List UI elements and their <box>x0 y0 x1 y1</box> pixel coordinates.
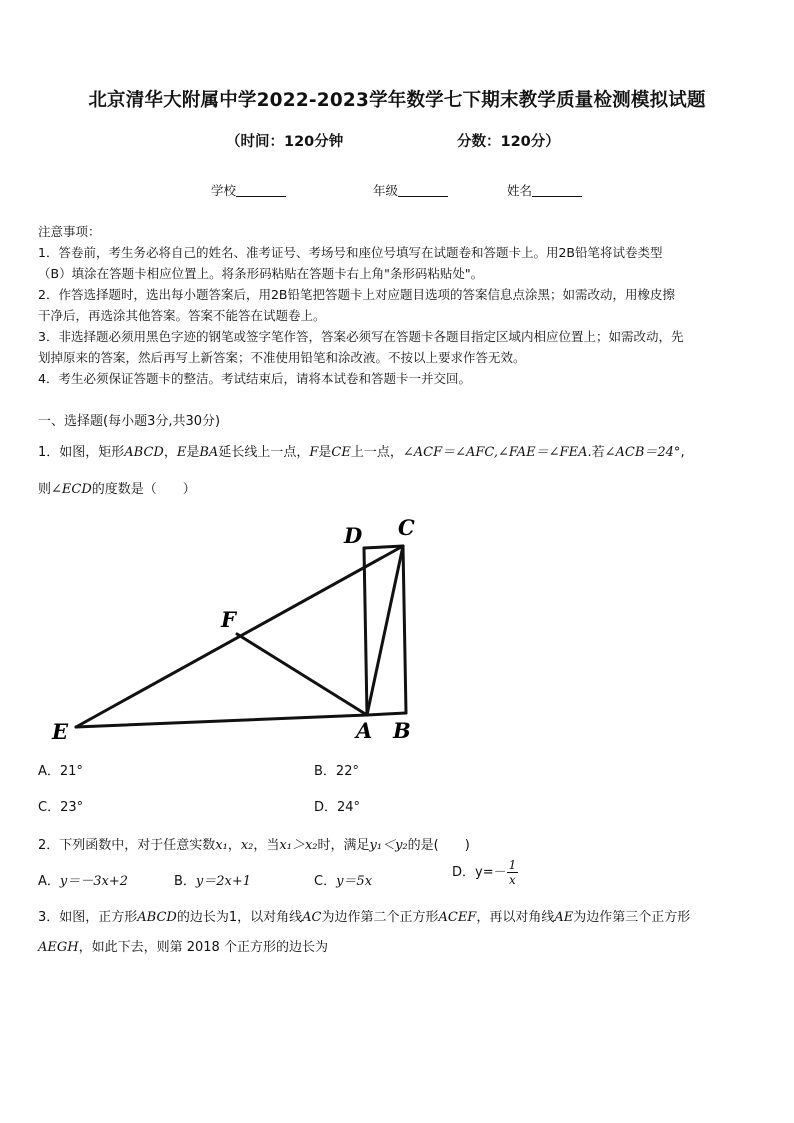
q1-math: ∠ACB＝24° <box>604 445 681 460</box>
q3-math: AEGH <box>38 940 79 955</box>
q3-text: 为边作第二个正方形 <box>321 910 439 925</box>
q3-math: ACEF <box>438 910 477 925</box>
option-label: D． <box>452 865 476 880</box>
q1-math: ∠ECD <box>51 482 92 497</box>
q3-text: 的边长为1，以对角线 <box>176 910 303 925</box>
q3-math: AC <box>302 910 322 925</box>
grade-field[interactable] <box>373 181 448 199</box>
label-e: E <box>52 719 69 744</box>
name-blank[interactable] <box>532 184 582 197</box>
q1-text: ， <box>163 445 177 460</box>
q1-option-b[interactable]: B．22° <box>314 764 359 779</box>
note-line-2: （B）填涂在答题卡相应位置上。将条形码粘贴在答题卡右上角"条形码粘贴处"。 <box>38 266 484 281</box>
q1-text: .若 <box>587 445 605 460</box>
fraction-numerator: 1 <box>508 858 517 872</box>
q1-math: BA <box>199 445 219 460</box>
question-1-line-1 <box>38 441 685 460</box>
school-blank[interactable] <box>236 184 286 197</box>
q3-math: ABCD <box>137 910 177 925</box>
school-field[interactable] <box>211 181 286 199</box>
q2-text: 时，满足 <box>317 838 370 853</box>
grade-label: 年级 <box>373 183 399 198</box>
q1-option-a[interactable]: A．21° <box>38 764 83 779</box>
q1-math: ∠ACF＝∠AFC,∠FAE＝∠FEA <box>402 445 588 460</box>
q1-text: 的度数是（ ） <box>91 482 196 497</box>
fraction-denominator: x <box>509 873 516 887</box>
option-label: A． <box>38 874 60 889</box>
option-formula: y＝2x+1 <box>195 874 252 889</box>
option-formula: y＝5x <box>336 874 373 889</box>
q2-text: ，当 <box>253 838 280 853</box>
q2-text: ， <box>227 838 241 853</box>
q1-text: 1．如图，矩形 <box>38 445 125 460</box>
note-line-3: 2．作答选择题时，选出每小题答案后，用2B铅笔把答题卡上对应题目选项的答案信息点涂黑；如需改动，用橡皮擦 <box>38 287 675 302</box>
segment-ea <box>76 715 367 727</box>
label-c: C <box>398 515 415 540</box>
q2-option-d[interactable] <box>452 858 518 887</box>
q2-option-c[interactable] <box>314 870 372 889</box>
note-line-7: 4．考生必须保证答题卡的整洁。考试结束后，请将本试卷和答题卡一并交回。 <box>38 371 471 386</box>
question-2 <box>38 834 470 853</box>
label-f: F <box>221 607 236 632</box>
q1-math: E <box>176 445 187 460</box>
name-label: 姓名 <box>507 183 533 198</box>
question-3-line-2 <box>38 936 328 955</box>
q1-text: 上一点， <box>350 445 403 460</box>
exam-score: 分数：120分） <box>457 134 560 150</box>
exam-title: 北京清华大附属中学2022-2023学年数学七下期末教学质量检测模拟试题 <box>88 90 706 111</box>
q1-math: F <box>309 445 319 460</box>
label-d: D <box>344 523 363 548</box>
notes-heading: 注意事项： <box>38 224 101 239</box>
q3-text: ，如此下去，则第 2018 个正方形的边长为 <box>78 940 328 955</box>
q3-text: ，再以对角线 <box>476 910 555 925</box>
option-label: B． <box>174 874 196 889</box>
q2-option-a[interactable] <box>38 870 128 889</box>
q2-text: 的是( ) <box>407 838 470 853</box>
name-field[interactable] <box>507 181 582 199</box>
option-formula: y=－ <box>475 865 507 880</box>
question-3-line-1 <box>38 906 690 925</box>
option-label: C． <box>314 874 337 889</box>
q2-math: y₁＜y₂ <box>369 838 408 853</box>
q1-option-c[interactable]: C．23° <box>38 800 84 815</box>
q3-text: 3．如图，正方形 <box>38 910 138 925</box>
q2-math: x₂ <box>240 838 254 853</box>
segment-fa <box>237 634 367 715</box>
note-line-4: 干净后，再选涂其他答案。答案不能答在试题卷上。 <box>38 308 326 323</box>
section-1-heading: 一、选择题(每小题3分,共30分) <box>38 414 221 429</box>
note-line-6: 划掉原来的答案，然后再写上新答案；不准使用铅笔和涂改液。不按以上要求作答无效。 <box>38 350 526 365</box>
q1-math: CE <box>331 445 351 460</box>
label-b: B <box>393 718 411 743</box>
grade-blank[interactable] <box>398 184 448 197</box>
q3-text: 为边作第三个正方形 <box>573 910 691 925</box>
q2-math: x₁＞x₂ <box>279 838 318 853</box>
note-line-5: 3．非选择题必须用黑色字迹的钢笔或签字笔作答，答案必须写在答题卡各题目指定区域内相应位置上；如需改动，先 <box>38 329 684 344</box>
q1-math: ABCD <box>124 445 164 460</box>
note-line-1: 1．答卷前，考生务必将自己的姓名、准考证号、考场号和座位号填写在试题卷和答题卡上。用2B铅笔将试卷类型 <box>38 245 663 260</box>
q2-math: x₁ <box>215 838 228 853</box>
q1-text: 是 <box>318 445 332 460</box>
q1-text: 是 <box>186 445 200 460</box>
fraction <box>507 858 519 887</box>
q2-option-b[interactable] <box>174 870 251 889</box>
q1-option-d[interactable]: D．24° <box>314 800 361 815</box>
q1-text: 延长线上一点， <box>218 445 310 460</box>
q1-text: , <box>680 445 685 460</box>
question-1-line-2 <box>38 478 196 497</box>
q2-text: 2．下列函数中，对于任意实数 <box>38 838 216 853</box>
option-formula: y＝－3x+2 <box>59 874 129 889</box>
exam-time: （时间：120分钟 <box>226 134 344 150</box>
segment-ac <box>367 546 403 715</box>
question-1-figure <box>40 510 440 750</box>
school-label: 学校 <box>211 183 237 198</box>
segment-da <box>364 548 367 715</box>
q3-math: AE <box>554 910 574 925</box>
segment-ab <box>367 713 406 715</box>
q1-text: 则 <box>38 482 52 497</box>
label-a: A <box>356 718 373 743</box>
segment-bc <box>403 546 406 713</box>
